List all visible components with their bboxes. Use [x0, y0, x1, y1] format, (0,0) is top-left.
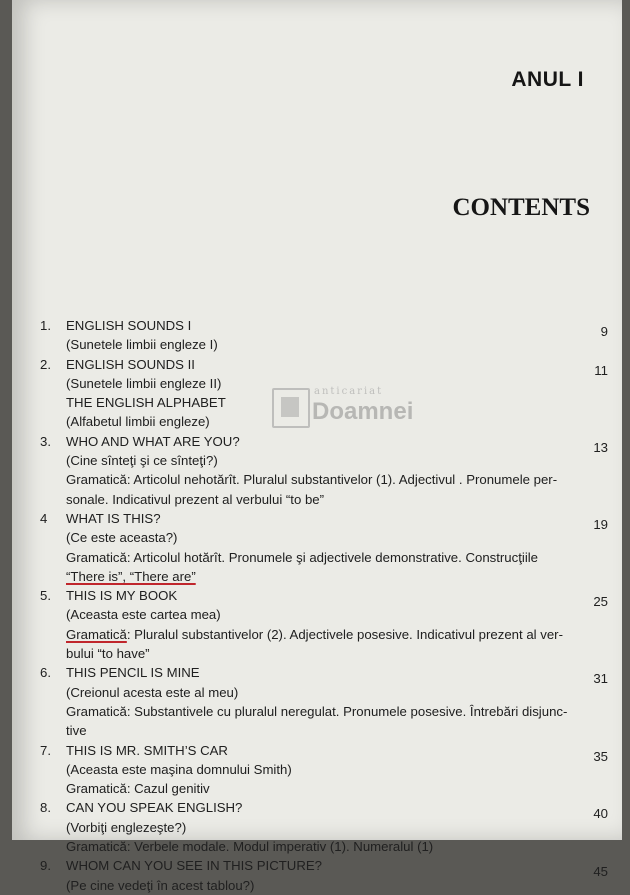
toc-entry-number: 5.	[40, 588, 51, 604]
toc-entry-title	[40, 316, 608, 335]
toc-entry	[40, 355, 608, 432]
toc-entry	[40, 586, 608, 663]
book-page	[12, 0, 622, 893]
toc-entry-title	[40, 663, 608, 682]
toc-entry-line: Gramatică: Articolul nehotărît. Pluralul substantivelor (1). Adjectivul . Pronumele per-	[66, 472, 558, 488]
toc-entry-title	[40, 798, 608, 817]
toc-page-number: 19	[593, 516, 608, 532]
toc-entry-title-text: THIS PENCIL IS MINE	[66, 665, 200, 681]
toc-entry-number: 7.	[40, 742, 51, 758]
toc-entry-title-text: ENGLISH SOUNDS II	[66, 356, 195, 372]
toc-entry-title-text: CAN YOU SPEAK ENGLISH?	[66, 800, 243, 816]
toc-page-number: 45	[593, 864, 608, 880]
toc-entry-line: sonale. Indicativul prezent al verbului “to be”	[66, 491, 325, 507]
toc-entry-number: 2.	[40, 356, 51, 372]
toc-page-number: 31	[593, 671, 608, 687]
toc-entry	[40, 856, 608, 895]
underlined-word: Gramatică	[66, 626, 127, 642]
toc-entry-title-text: THIS IS MR. SMITH’S CAR	[66, 742, 228, 758]
toc-entry	[40, 432, 608, 509]
toc-entry-title-text: WHO AND WHAT ARE YOU?	[66, 433, 240, 449]
toc-entry-line: (Aceasta este maşina domnului Smith)	[66, 761, 292, 777]
toc-entry-title	[40, 741, 608, 760]
toc-entry-line: Gramatică: Substantivele cu pluralul neregulat. Pronumele posesive. Întrebări disjunc-	[66, 703, 568, 719]
toc-entry-title	[40, 586, 608, 605]
toc-entry-line: (Pe cine vedeţi în acest tablou?)	[66, 877, 255, 893]
toc-entry-line: bului “to have”	[66, 646, 150, 662]
toc-entry-line: “There is”, “There are”	[66, 568, 196, 584]
toc-entry-number: 1.	[40, 318, 51, 333]
toc-entry-title-text: WHAT IS THIS?	[66, 510, 161, 526]
toc-entry-line: (Aceasta este cartea mea)	[66, 607, 221, 623]
toc-page-number: 13	[593, 439, 608, 455]
toc-entry-title-text: WHOM CAN YOU SEE IN THIS PICTURE?	[66, 858, 322, 874]
toc-page-number: 11	[594, 362, 608, 378]
watermark-small-text: anticariat	[314, 386, 384, 397]
toc-entry	[40, 798, 608, 856]
toc-page-number: 25	[593, 594, 608, 610]
toc-page-number: 9	[600, 324, 608, 339]
year-heading: ANUL I	[511, 68, 584, 91]
table-of-contents	[40, 316, 608, 895]
toc-entry-title	[40, 432, 608, 451]
toc-page-number: 40	[593, 806, 608, 822]
toc-entry-line: (Creionul acesta este al meu)	[66, 684, 239, 700]
toc-entry-line: (Cine sînteţi şi ce sînteţi?)	[66, 453, 218, 469]
toc-page-number: 35	[593, 748, 608, 764]
toc-entry-line: (Alfabetul limbii engleze)	[66, 414, 210, 430]
toc-entry-line: (Sunetele limbii engleze II)	[66, 375, 222, 391]
toc-entry-line: (Ce este aceasta?)	[66, 530, 178, 546]
toc-entry-title	[40, 509, 608, 528]
toc-entry-title-text: THIS IS MY BOOK	[66, 588, 178, 604]
toc-entry-line: (Vorbiţi englezeşte?)	[66, 819, 187, 835]
toc-entry-title	[40, 856, 608, 875]
toc-entry-line: Gramatică: Articolul hotărît. Pronumele şi adjectivele demonstrative. Construcţiile	[66, 549, 539, 565]
toc-entry-number: 8.	[40, 800, 51, 816]
toc-entry	[40, 316, 608, 355]
toc-entry-number: 4	[40, 510, 48, 526]
toc-entry-line: Gramatică: Cazul genitiv	[66, 781, 210, 797]
toc-entry-number: 6.	[40, 665, 51, 681]
contents-title: CONTENTS	[452, 194, 590, 221]
toc-entry-number: 3.	[40, 433, 51, 449]
toc-entry-title-text: ENGLISH SOUNDS I	[66, 318, 192, 333]
toc-entry-line: Gramatică: Pluralul substantivelor (2). Adjectivele posesive. Indicativul prezent al ver-	[66, 626, 563, 642]
toc-entry-line: tive	[66, 723, 87, 739]
toc-entry	[40, 741, 608, 799]
toc-entry-line: Gramatică: Verbele modale. Modul imperativ (1). Numeralul (1)	[66, 839, 434, 855]
toc-entry	[40, 509, 608, 586]
toc-entry-line: THE ENGLISH ALPHABET	[66, 395, 226, 411]
watermark-big-text: Doamnei	[312, 398, 414, 425]
toc-entry-title	[40, 355, 608, 374]
toc-entry-line: (Sunetele limbii engleze I)	[66, 337, 218, 353]
toc-entry	[40, 663, 608, 740]
toc-entry-number: 9.	[40, 858, 51, 874]
